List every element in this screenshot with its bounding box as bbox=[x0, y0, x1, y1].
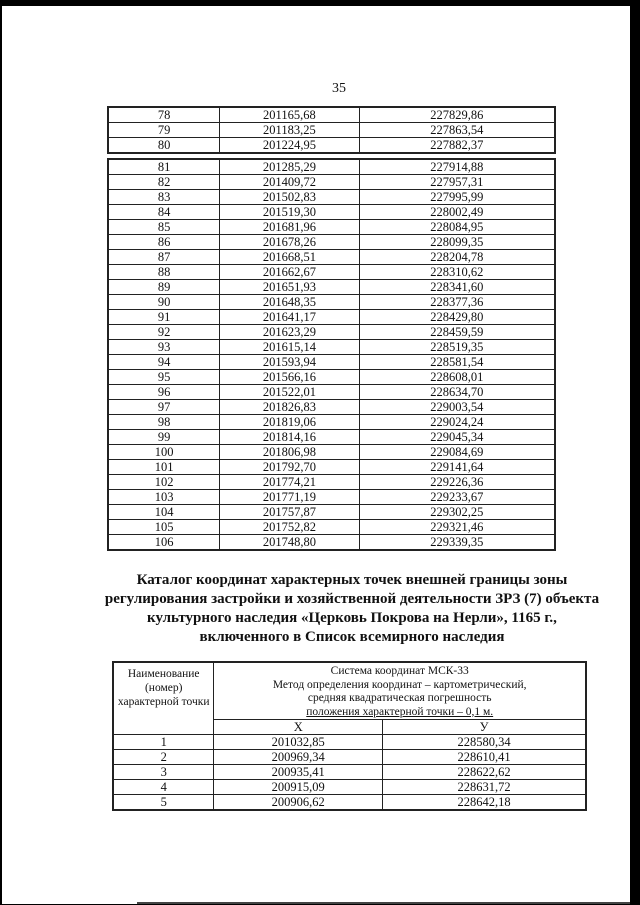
point-number: 81 bbox=[108, 159, 220, 175]
page-number: 35 bbox=[332, 81, 346, 96]
x-coordinate: 201502,83 bbox=[220, 190, 359, 205]
y-coordinate: 228622,62 bbox=[383, 765, 586, 780]
point-number: 4 bbox=[113, 780, 214, 795]
point-number: 83 bbox=[108, 190, 220, 205]
table-row bbox=[108, 490, 555, 505]
point-number: 102 bbox=[108, 475, 220, 490]
y-coordinate: 229302,25 bbox=[359, 505, 555, 520]
x-coordinate: 201814,16 bbox=[220, 430, 359, 445]
point-number: 80 bbox=[108, 138, 220, 154]
x-coordinate: 201593,94 bbox=[220, 355, 359, 370]
table-row bbox=[113, 735, 586, 750]
y-coordinate: 228341,60 bbox=[359, 280, 555, 295]
table-row bbox=[113, 795, 586, 811]
y-coordinate: 228377,36 bbox=[359, 295, 555, 310]
x-coordinate: 201648,35 bbox=[220, 295, 359, 310]
table-row bbox=[108, 235, 555, 250]
x-coordinate: 201615,14 bbox=[220, 340, 359, 355]
y-coordinate: 228580,34 bbox=[383, 735, 586, 750]
point-number: 85 bbox=[108, 220, 220, 235]
y-coordinate: 229045,34 bbox=[359, 430, 555, 445]
x-coordinate: 201774,21 bbox=[220, 475, 359, 490]
table-row bbox=[113, 765, 586, 780]
header-name-line: Наименование bbox=[127, 668, 200, 680]
header-system-line: Система координат МСК-33 bbox=[330, 665, 469, 677]
table-row bbox=[108, 205, 555, 220]
table-row bbox=[108, 325, 555, 340]
page-edge bbox=[137, 902, 630, 904]
coordinates-table-zrz7 bbox=[112, 661, 587, 811]
point-number: 95 bbox=[108, 370, 220, 385]
header-system-line: средняя квадратическая погрешность bbox=[307, 692, 492, 704]
table-row bbox=[108, 159, 555, 175]
y-coordinate: 228099,35 bbox=[359, 235, 555, 250]
header-name-line: характерной точки bbox=[117, 696, 210, 708]
y-coordinate: 227914,88 bbox=[359, 159, 555, 175]
y-coordinate: 228631,72 bbox=[383, 780, 586, 795]
x-coordinate: 201165,68 bbox=[220, 107, 359, 123]
y-coordinate: 228608,01 bbox=[359, 370, 555, 385]
x-coordinate: 201409,72 bbox=[220, 175, 359, 190]
y-coordinate: 228581,54 bbox=[359, 355, 555, 370]
y-coordinate: 227863,54 bbox=[359, 123, 555, 138]
y-coordinate: 228429,80 bbox=[359, 310, 555, 325]
table-row bbox=[108, 220, 555, 235]
x-coordinate: 201806,98 bbox=[220, 445, 359, 460]
header-system-line: положения характерной точки – 0,1 м. bbox=[306, 705, 494, 718]
y-coordinate: 228642,18 bbox=[383, 795, 586, 811]
header-name-line: (номер) bbox=[144, 682, 183, 694]
y-coordinate: 228084,95 bbox=[359, 220, 555, 235]
point-number: 96 bbox=[108, 385, 220, 400]
table-row bbox=[108, 295, 555, 310]
y-coordinate: 229141,64 bbox=[359, 460, 555, 475]
point-number: 106 bbox=[108, 535, 220, 551]
header-x: X bbox=[214, 720, 383, 735]
point-number: 5 bbox=[113, 795, 214, 811]
point-number: 105 bbox=[108, 520, 220, 535]
table-row bbox=[108, 107, 555, 123]
section-heading: Каталог координат характерных точек внешней границы зоны регулирования застройки и хозяйственной деятельности ЗРЗ (7) объекта культурного наследия «Церковь Покрова на Нерли», 1165 г., включенного в Список всемирного наследия bbox=[104, 572, 600, 645]
point-number: 90 bbox=[108, 295, 220, 310]
x-coordinate: 201183,25 bbox=[220, 123, 359, 138]
x-coordinate: 201668,51 bbox=[220, 250, 359, 265]
y-coordinate: 229226,36 bbox=[359, 475, 555, 490]
x-coordinate: 201519,30 bbox=[220, 205, 359, 220]
point-number: 2 bbox=[113, 750, 214, 765]
x-coordinate: 201651,93 bbox=[220, 280, 359, 295]
table-row bbox=[108, 430, 555, 445]
point-number: 78 bbox=[108, 107, 220, 123]
x-coordinate: 201826,83 bbox=[220, 400, 359, 415]
point-number: 87 bbox=[108, 250, 220, 265]
y-coordinate: 227882,37 bbox=[359, 138, 555, 154]
y-coordinate: 228204,78 bbox=[359, 250, 555, 265]
table-row bbox=[108, 280, 555, 295]
y-coordinate: 228310,62 bbox=[359, 265, 555, 280]
y-coordinate: 227995,99 bbox=[359, 190, 555, 205]
x-coordinate: 201662,67 bbox=[220, 265, 359, 280]
point-number: 99 bbox=[108, 430, 220, 445]
x-coordinate: 201819,06 bbox=[220, 415, 359, 430]
point-number: 93 bbox=[108, 340, 220, 355]
point-number: 97 bbox=[108, 400, 220, 415]
point-number: 92 bbox=[108, 325, 220, 340]
x-coordinate: 201748,80 bbox=[220, 535, 359, 551]
x-coordinate: 201771,19 bbox=[220, 490, 359, 505]
point-number: 94 bbox=[108, 355, 220, 370]
table-row bbox=[108, 445, 555, 460]
table-row bbox=[108, 175, 555, 190]
y-coordinate: 228002,49 bbox=[359, 205, 555, 220]
y-coordinate: 229321,46 bbox=[359, 520, 555, 535]
x-coordinate: 201752,82 bbox=[220, 520, 359, 535]
point-number: 1 bbox=[113, 735, 214, 750]
table-row bbox=[108, 310, 555, 325]
y-coordinate: 228519,35 bbox=[359, 340, 555, 355]
table-row bbox=[108, 190, 555, 205]
coordinates-table-continued-part1 bbox=[107, 106, 556, 154]
table-row bbox=[108, 415, 555, 430]
y-coordinate: 228610,41 bbox=[383, 750, 586, 765]
point-number: 89 bbox=[108, 280, 220, 295]
x-coordinate: 201032,85 bbox=[214, 735, 383, 750]
x-coordinate: 201566,16 bbox=[220, 370, 359, 385]
table-row bbox=[108, 138, 555, 154]
x-coordinate: 200915,09 bbox=[214, 780, 383, 795]
point-number: 100 bbox=[108, 445, 220, 460]
y-coordinate: 228634,70 bbox=[359, 385, 555, 400]
x-coordinate: 201641,17 bbox=[220, 310, 359, 325]
point-number: 98 bbox=[108, 415, 220, 430]
table-row bbox=[108, 385, 555, 400]
table-row bbox=[108, 400, 555, 415]
header-coordinate-system bbox=[214, 662, 586, 720]
x-coordinate: 201285,29 bbox=[220, 159, 359, 175]
y-coordinate: 227957,31 bbox=[359, 175, 555, 190]
y-coordinate: 227829,86 bbox=[359, 107, 555, 123]
table-row bbox=[108, 250, 555, 265]
x-coordinate: 201623,29 bbox=[220, 325, 359, 340]
x-coordinate: 200969,34 bbox=[214, 750, 383, 765]
table-row bbox=[108, 265, 555, 280]
table-row bbox=[108, 505, 555, 520]
y-coordinate: 229339,35 bbox=[359, 535, 555, 551]
x-coordinate: 201678,26 bbox=[220, 235, 359, 250]
x-coordinate: 201757,87 bbox=[220, 505, 359, 520]
table-row bbox=[108, 355, 555, 370]
table-row bbox=[113, 780, 586, 795]
table-row bbox=[108, 520, 555, 535]
table-row bbox=[108, 340, 555, 355]
table-row bbox=[108, 535, 555, 551]
header-system-line: Метод определения координат – картометрический, bbox=[272, 678, 527, 691]
point-number: 88 bbox=[108, 265, 220, 280]
point-number: 91 bbox=[108, 310, 220, 325]
y-coordinate: 228459,59 bbox=[359, 325, 555, 340]
point-number: 82 bbox=[108, 175, 220, 190]
y-coordinate: 229084,69 bbox=[359, 445, 555, 460]
point-number: 86 bbox=[108, 235, 220, 250]
y-coordinate: 229233,67 bbox=[359, 490, 555, 505]
point-number: 3 bbox=[113, 765, 214, 780]
point-number: 101 bbox=[108, 460, 220, 475]
point-number: 84 bbox=[108, 205, 220, 220]
document-page bbox=[2, 6, 630, 904]
point-number: 79 bbox=[108, 123, 220, 138]
y-coordinate: 229024,24 bbox=[359, 415, 555, 430]
x-coordinate: 200935,41 bbox=[214, 765, 383, 780]
x-coordinate: 201681,96 bbox=[220, 220, 359, 235]
table-row bbox=[113, 750, 586, 765]
table-header-row bbox=[113, 662, 586, 720]
table-row bbox=[108, 370, 555, 385]
x-coordinate: 201792,70 bbox=[220, 460, 359, 475]
table-row bbox=[108, 460, 555, 475]
header-y: У bbox=[383, 720, 586, 735]
point-number: 104 bbox=[108, 505, 220, 520]
x-coordinate: 201522,01 bbox=[220, 385, 359, 400]
x-coordinate: 200906,62 bbox=[214, 795, 383, 811]
x-coordinate: 201224,95 bbox=[220, 138, 359, 154]
header-point-name bbox=[113, 662, 214, 735]
coordinates-table-continued-part2 bbox=[107, 158, 556, 551]
table-row bbox=[108, 123, 555, 138]
y-coordinate: 229003,54 bbox=[359, 400, 555, 415]
table-row bbox=[108, 475, 555, 490]
point-number: 103 bbox=[108, 490, 220, 505]
